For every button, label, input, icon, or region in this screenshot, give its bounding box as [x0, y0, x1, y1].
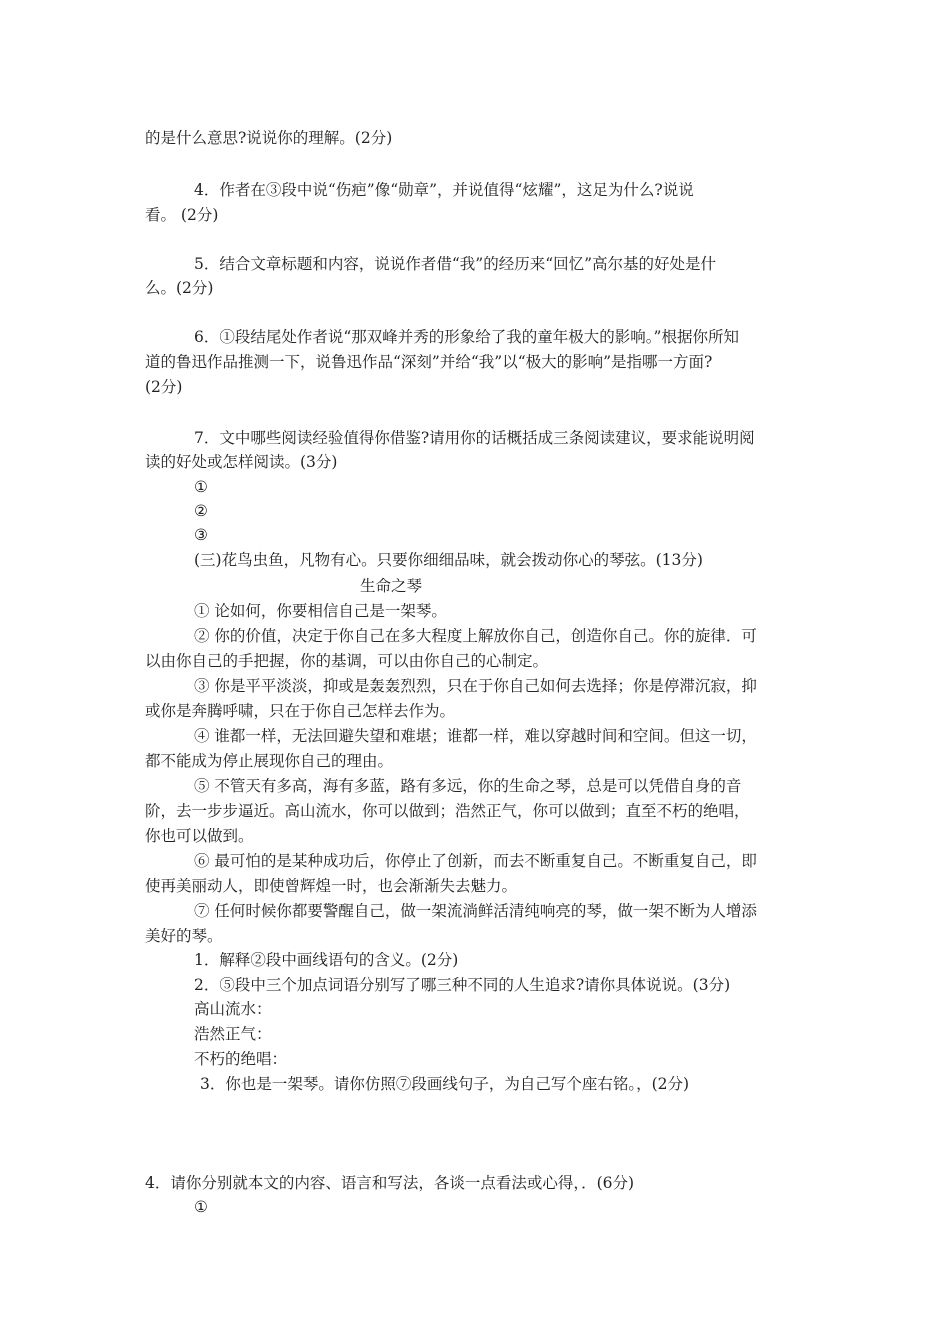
paragraph-2-line-2: 以由你自己的手把握，你的基调，可以由你自己的心制定。 [145, 652, 549, 670]
paragraph-7-line-1: ⑦ 任何时候你都要警醒自己，做一架流淌鲜活清纯响亮的琴，做一架不断为人增添 [194, 902, 757, 920]
question-5-line-1: 5．结合文章标题和内容，说说作者借“我”的经历来“回忆”高尔基的好处是什 [194, 255, 717, 273]
paragraph-6-line-1: ⑥ 最可怕的是某种成功后，你停止了创新，而去不断重复自己。不断重复自己，即 [194, 852, 757, 870]
paragraph-1: ① 论如何，你要相信自己是一架琴。 [194, 602, 447, 620]
answer-blank-2: ② [194, 502, 208, 520]
paragraph-5-line-3: 你也可以做到。 [145, 827, 254, 845]
section-3-intro: (三)花鸟虫鱼，凡物有心。只要你细细品味，就会拨动你心的琴弦。(13分) [194, 551, 703, 569]
question-4-line-2: 看。 (2分) [145, 206, 219, 224]
paragraph-4-line-2: 都不能成为停止展现你自己的理由。 [145, 752, 394, 770]
question-3-tail: 的是什么意思?说说你的理解。(2分) [145, 129, 393, 147]
answer-label-gaoshanliushui: 高山流水： [194, 1000, 272, 1018]
paragraph-5-line-1: ⑤ 不管天有多高，海有多蓝，路有多远，你的生命之琴，总是可以凭借自身的音 [194, 777, 742, 795]
question-6-line-1: 6．①段结尾处作者说“那双峰并秀的形象给了我的童年极大的影响。”根据你所知 [194, 328, 739, 346]
question-7-line-1: 7．文中哪些阅读经验值得你借鉴?请用你的话概括成三条阅读建议，要求能说明阅 [194, 429, 755, 447]
paragraph-6-line-2: 使再美丽动人，即使曾辉煌一时，也会渐渐失去魅力。 [145, 877, 518, 895]
answer-label-buxiudejuechang: 不朽的绝唱： [194, 1050, 288, 1068]
question-7-line-2: 读的好处或怎样阅读。(3分) [145, 453, 338, 471]
question-6-line-2: 道的鲁迅作品推测一下，说鲁迅作品“深刻”并给“我”以“极大的影响”是指哪一方面? [145, 353, 713, 371]
answer-blank-3: ③ [194, 526, 208, 544]
passage-question-1: 1．解释②段中画线语句的含义。(2分) [194, 951, 459, 969]
question-5-line-2: 么。(2分) [145, 279, 214, 297]
paragraph-3-line-2: 或你是奔腾呼啸，只在于你自己怎样去作为。 [145, 702, 456, 720]
paragraph-3-line-1: ③ 你是平平淡淡，抑或是轰轰烈烈，只在于你自己如何去选择；你是停滞沉寂，抑 [194, 677, 757, 695]
passage-question-2: 2．⑤段中三个加点词语分别写了哪三种不同的人生追求?请你具体说说。(3分) [194, 976, 731, 994]
answer-blank-q4-1: ① [194, 1198, 208, 1216]
paragraph-4-line-1: ④ 谁都一样，无法回避失望和难堪；谁都一样，难以穿越时间和空间。但这一切， [194, 727, 757, 745]
passage-title: 生命之琴 [360, 577, 423, 595]
paragraph-2-line-1: ② 你的价值，决定于你自己在多大程度上解放你自己，创造你自己。你的旋律．可 [194, 627, 757, 645]
answer-label-haoranzhengqi: 浩然正气： [194, 1025, 272, 1043]
passage-question-3: 3．你也是一架琴。请你仿照⑦段画线句子，为自己写个座右铭。，(2分) [200, 1075, 690, 1093]
question-4-line-1: 4．作者在③段中说“伤疤”像“勋章”，并说值得“炫耀”，这足为什么?说说 [194, 181, 694, 199]
answer-blank-1: ① [194, 478, 208, 496]
passage-question-4: 4．请你分别就本文的内容、语言和写法，各谈一点看法或心得，．(6分) [145, 1174, 635, 1192]
paragraph-5-line-2: 阶，去一步步逼近。高山流水，你可以做到；浩然正气，你可以做到；直至不朽的绝唱， [145, 802, 750, 820]
question-6-line-3: (2分) [145, 378, 183, 396]
paragraph-7-line-2: 美好的琴。 [145, 927, 223, 945]
